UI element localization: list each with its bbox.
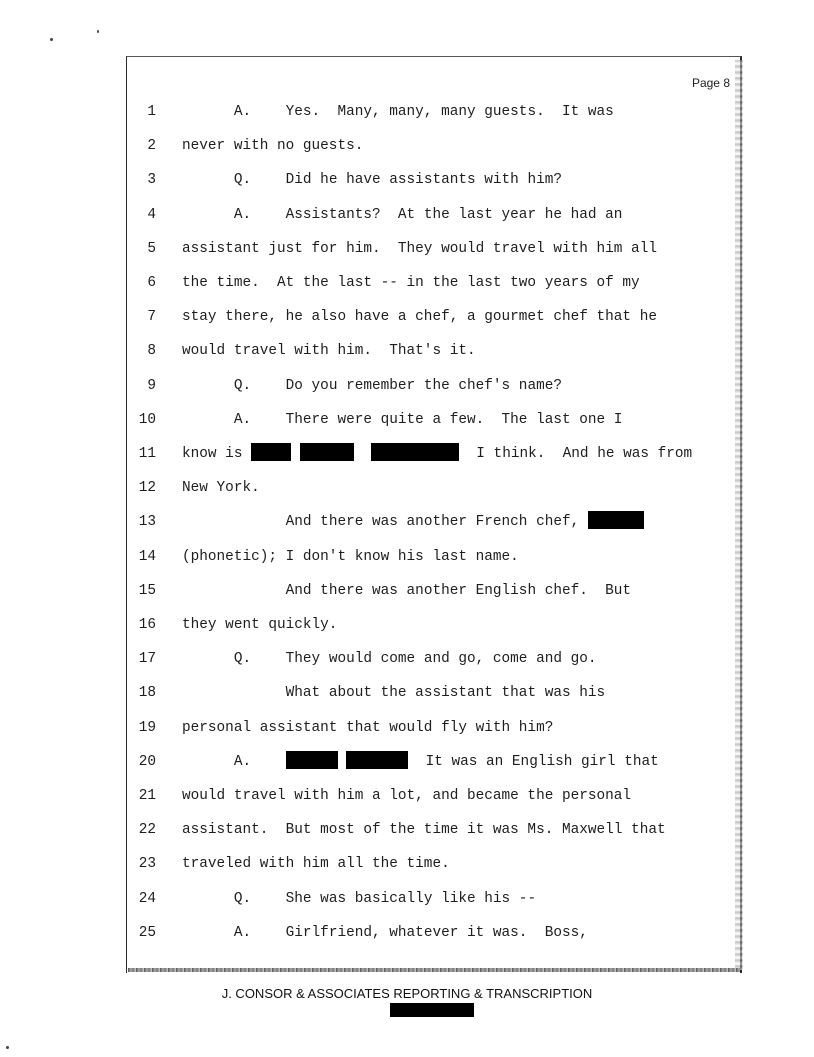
footer-firm-name: J. CONSOR & ASSOCIATES REPORTING & TRANSCRIPTION: [221, 986, 593, 1001]
line-text: know is I think. And he was from: [182, 443, 692, 465]
scan-speck: [6, 1046, 9, 1049]
line-text: Q. She was basically like his --: [233, 890, 537, 907]
transcript-line: [0, 648, 814, 670]
transcript-line: [0, 922, 814, 944]
transcript-line: [0, 511, 814, 533]
line-number: 9: [147, 377, 156, 394]
line-number: 14: [138, 548, 156, 565]
scan-speck: [97, 30, 99, 33]
line-number: 7: [147, 309, 156, 326]
line-text: personal assistant that would fly with him?: [182, 719, 554, 736]
transcript-line: [0, 477, 814, 499]
transcript-line: [0, 785, 814, 807]
line-text: A. Girlfriend, whatever it was. Boss,: [233, 924, 588, 941]
line-text: assistant. But most of the time it was Ms. Maxwell that: [182, 822, 666, 839]
transcript-line: [0, 614, 814, 636]
transcript-line: [0, 238, 814, 260]
line-text: A. There were quite a few. The last one I: [233, 411, 623, 428]
line-text: Q. Did he have assistants with him?: [233, 172, 562, 189]
line-number: 21: [138, 788, 156, 804]
transcript-line: [0, 819, 814, 841]
bottom-rule: [128, 968, 740, 972]
line-text: And there was another English chef. But: [285, 582, 632, 599]
line-text: What about the assistant that was his: [285, 685, 606, 702]
transcript-line: [0, 751, 814, 773]
transcript-line: [0, 204, 814, 226]
line-number: 11: [138, 446, 156, 462]
line-number: 4: [147, 206, 156, 223]
redaction-block: [300, 443, 354, 461]
transcript-line: [0, 853, 814, 875]
line-text: would travel with him. That's it.: [182, 343, 476, 360]
line-number: 5: [147, 240, 156, 257]
redaction-block: [251, 443, 291, 461]
scan-speck: [50, 38, 53, 41]
line-number: 25: [138, 924, 156, 941]
transcript-line: [0, 306, 814, 328]
page-label: Page 8: [691, 76, 730, 90]
line-text: traveled with him all the time.: [182, 856, 450, 873]
line-text: the time. At the last -- in the last two years of my: [182, 275, 640, 291]
line-text: A. Assistants? At the last year he had an: [233, 206, 623, 223]
transcript-line: [0, 340, 814, 362]
line-number: 19: [138, 719, 156, 736]
redaction-block: [588, 511, 644, 529]
line-text: A. Yes. Many, many, many guests. It was: [233, 104, 614, 120]
line-text: Q. Do you remember the chef's name?: [233, 377, 562, 394]
line-number: 20: [138, 753, 156, 770]
transcript-line: [0, 888, 814, 910]
transcript-line: [0, 375, 814, 397]
line-text: stay there, he also have a chef, a gourmet chef that he: [182, 309, 657, 326]
transcript-line: [0, 546, 814, 568]
transcript-line: [0, 443, 814, 465]
line-text: (phonetic); I don't know his last name.: [182, 548, 519, 565]
line-text: A. It was an English girl that: [182, 751, 659, 773]
line-number: 18: [138, 685, 156, 702]
line-number: 16: [138, 617, 156, 633]
line-text: assistant just for him. They would travel with him all: [182, 240, 657, 257]
line-number: 1: [147, 104, 156, 120]
transcript-line: [0, 135, 814, 157]
line-text: they went quickly.: [182, 617, 338, 633]
line-number: 6: [147, 275, 156, 291]
line-number: 2: [147, 138, 156, 155]
line-number: 3: [147, 172, 156, 189]
transcript-line: [0, 409, 814, 431]
line-number: 23: [138, 856, 156, 873]
line-number: 12: [138, 480, 156, 497]
transcript-line: [0, 682, 814, 704]
footer-redaction: [390, 1003, 474, 1017]
line-number: 17: [138, 651, 156, 668]
transcript-line: [0, 272, 814, 294]
line-number: 10: [138, 411, 156, 428]
transcript-line: [0, 580, 814, 602]
line-number: 15: [138, 582, 156, 599]
transcript-line: [0, 717, 814, 739]
redaction-block: [286, 751, 338, 769]
line-number: 24: [138, 890, 156, 907]
line-text: never with no guests.: [182, 138, 364, 155]
transcript-line: [0, 101, 814, 123]
line-number: 13: [138, 514, 156, 531]
redaction-block: [371, 443, 459, 461]
line-number: 8: [147, 343, 156, 360]
line-text: New York.: [182, 480, 260, 497]
redaction-block: [346, 751, 408, 769]
line-text: And there was another French chef,: [182, 511, 644, 533]
transcript-line: [0, 169, 814, 191]
line-number: 22: [138, 822, 156, 839]
line-text: would travel with him a lot, and became the personal: [182, 788, 632, 804]
line-text: Q. They would come and go, come and go.: [233, 651, 597, 668]
